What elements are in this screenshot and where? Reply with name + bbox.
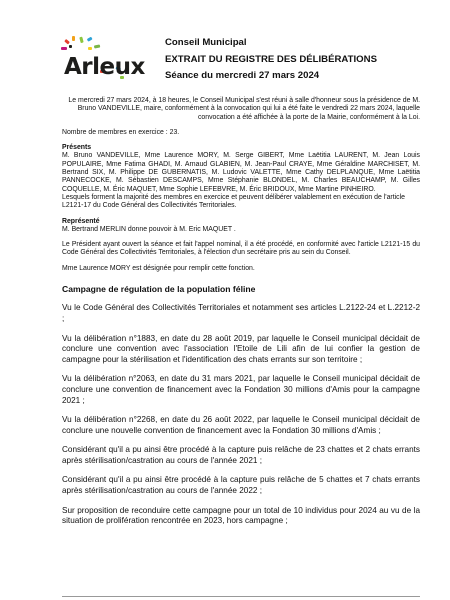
- section-paragraph: Sur proposition de reconduire cette campagne pour un total de 10 individus pour 2024 au vu de la situation de prolifération rencontrée en 2023, hors campagne ;: [62, 505, 420, 526]
- members-count: Nombre de membres en exercice : 23.: [62, 128, 180, 136]
- session-date: Séance du mercredi 27 mars 2024: [165, 70, 320, 81]
- section-paragraph: Vu la délibération n°2268, en date du 26 août 2022, par laquelle le Conseil municipal décidait de conclure une nouvelle convention de financement avec la Fondation 30 millions d'Amis ;: [62, 415, 420, 435]
- document-header: [165, 37, 420, 81]
- section-title: Campagne de régulation de la population féline: [62, 284, 256, 295]
- section-paragraph: Vu la délibération n°1883, en date du 28 août 2019, par laquelle le Conseil municipal décidait de conclure une convention avec l'association l'Etoile de Lili afin de lui confier la gestion de campagne pour la stérilisation et l'identification des chats errants sur son territoire ;: [62, 333, 420, 364]
- section-paragraph: Considérant qu'il a pu ainsi être procédé à la capture puis relâche de 5 chattes et 7 chats errants après stérilisation/castration au cours de l'année 2022 ;: [62, 475, 420, 496]
- majority-statement: Lesquels forment la majorité des membres en exercice et peuvent délibérer valablement en exécution de l'article L2121-17 du Code Général des Collectivités Territoriales.: [62, 193, 405, 210]
- section-paragraph: Considérant qu'il a pu ainsi être procédé à la capture puis relâche de 23 chattes et 2 chats errants après stérilisation/castration au cours de l'année 2021 ;: [62, 445, 420, 465]
- present-list: M. Bruno VANDEVILLE, Mme Laurence MORY, M. Serge GIBERT, Mme Laëtitia LAURENT, M. Jean Louis POPULAIRE, Mme Fatima GHADI, M. Arnaud GLABIEN, M. Jean-Paul CRAYE, Mme Géraldine MARCHISET, M. Bertrand SIX, M. Philippe DE GUBERNATIS, M. Ludovic VALETTE, Mme Cathy DELPLANQUE, Mme Laëtitia PANNECOCKE, M. Sébastien DESCAMPS, Mme Stéphanie BLONDEL, M. Charles BEAUCHAMP, M. Gilles COQUELLE, M. Éric MAQUET, Mme Sophie LEFEBVRE, M. Éric BRIDOUX, Mme Martine PINHEIRO.: [62, 152, 420, 193]
- council-title: Conseil Municipal: [165, 37, 247, 48]
- section-paragraph: Vu la délibération n°2063, en date du 31 mars 2021, par laquelle le Conseil municipal décidait de conclure une convention de financement avec la Fondation 30 millions d'Amis pour la campagne 2021 ;: [62, 374, 420, 405]
- roll-call-paragraph: Le Président ayant ouvert la séance et fait l'appel nominal, il a été procédé, en conformité avec l'article L2121-15 du Code Général des Collectivités Territoriales, à l'élection d'un secrétaire pris au sein du Conseil.: [62, 241, 420, 257]
- arleux-logo: [58, 36, 145, 88]
- present-label: Présents: [62, 144, 92, 152]
- document-body: [62, 97, 420, 536]
- footer-divider: [62, 596, 420, 597]
- register-title: EXTRAIT DU REGISTRE DES DÉLIBÉRATIONS: [165, 54, 377, 65]
- secretary-paragraph: Mme Laurence MORY est désignée pour remplir cette fonction.: [62, 264, 255, 272]
- logo-wordmark: Arleux: [64, 54, 145, 80]
- represented-label: Représenté: [62, 217, 100, 225]
- represented-text: M. Bertrand MERLIN donne pouvoir à M. Eric MAQUET .: [62, 225, 236, 233]
- section-paragraph: Vu le Code Général des Collectivités Territoriales et notamment ses articles L.2122-24 et L.2212-2 ;: [62, 303, 420, 323]
- opening-paragraph: Le mercredi 27 mars 2024, à 18 heures, le Conseil Municipal s'est réuni à salle d'honneur sous la présidence de M. Bruno VANDEVILLE, maire, conformément à la convocation qui lui a été faite le vendredi 22 mars 2024, laquelle convocation a été affichée à la porte de la Mairie, conformément à la Loi.: [68, 97, 420, 121]
